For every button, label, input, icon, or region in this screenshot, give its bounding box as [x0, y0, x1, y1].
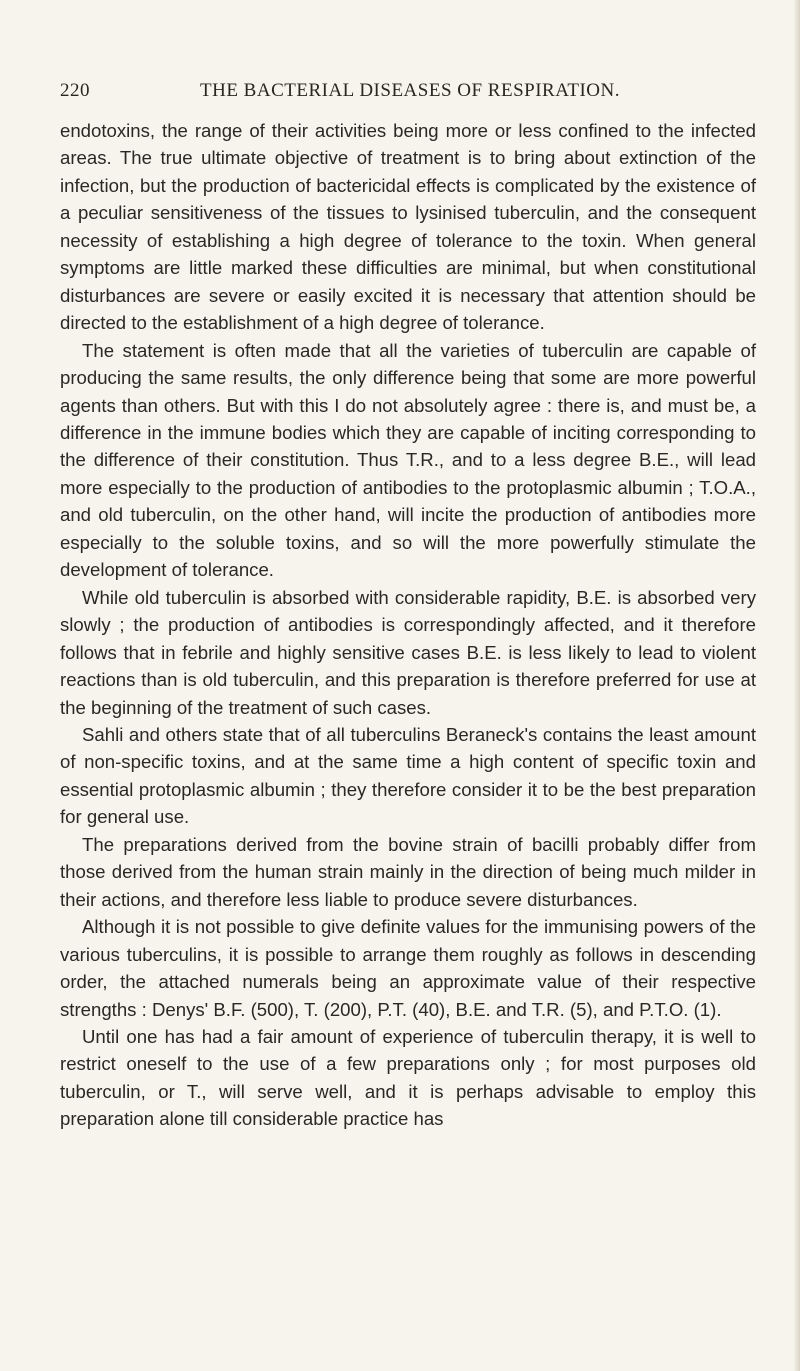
paragraph-beraneck: Sahli and others state that of all tuberculins Beraneck's contains the least amount of non-specific toxins, and at the same time a high content of specific toxin and essential protoplasmic albumin ; they therefore consider it to be the best preparation for general use.	[60, 723, 756, 828]
paragraph-bovine-strain: The preparations derived from the bovine strain of bacilli probably differ from those derived from the human strain mainly in the direction of being much milder in their actions, and therefore less liable to produce severe disturbances.	[60, 833, 756, 910]
paragraph-immunising-powers: Although it is not possible to give definite values for the immunising powers of the various tuberculins, it is possible to arrange them roughly as follows in descending order, the attached numerals being an approximate value of their respective strengths : Denys' B.F. (500), T. (200), P.T. (40), B.E. and T.R. (5), and P.T.O. (1).	[60, 916, 756, 1020]
paragraph-endotoxins: endotoxins, the range of their activities being more or less confined to the infected areas. The true ultimate objective of treatment is to bring about extinction of the infection, but the production of bactericidal effects is complicated by the existence of a peculiar sensitiveness of the tissues to lysinised tuberculin, and the consequent necessity of establishing a high degree of tolerance to the toxin. When general symptoms are little marked these difficulties are minimal, but when constitutional disturbances are severe or easily excited it is necessary that attention should be directed to the establishment of a high degree of tolerance.	[60, 120, 756, 334]
page-edge-shadow	[794, 0, 800, 1371]
page-number: 220	[60, 80, 90, 101]
paragraph-experience: Until one has had a fair amount of experience of tuberculin therapy, it is well to restrict oneself to the use of a few preparations only ; for most purposes old tuberculin, or T., will serve well, and it is perhaps advisable to employ this preparation alone till considerable practice has	[60, 1025, 756, 1130]
paragraph-varieties-of-tuberculin: The statement is often made that all the varieties of tuberculin are capable of producing the same results, the only difference being that some are more powerful agents than others. But with this I do not absolutely agree : there is, and must be, a difference in the immune bodies which they are capable of inciting corresponding to the difference of their constitution. Thus T.R., and to a less degree B.E., will lead more especially to the production of antibodies to the protoplasmic albumin ; T.O.A., and old tuberculin, on the other hand, will incite the production of antibodies more especially to the soluble toxins, and so will the more powerfully stimulate the development of tolerance.	[60, 339, 756, 581]
paragraph-absorption-rates: While old tuberculin is absorbed with considerable rapidity, B.E. is absorbed very slowly ; the production of antibodies is correspondingly affected, and it therefore follows that in febrile and highly sensitive cases B.E. is less likely to lead to violent reactions than is old tuberculin, and this preparation is therefore preferred for use at the beginning of the treatment of such cases.	[60, 586, 756, 718]
body-text	[60, 117, 756, 1133]
running-title: THE BACTERIAL DISEASES OF RESPIRATION.	[200, 80, 620, 101]
